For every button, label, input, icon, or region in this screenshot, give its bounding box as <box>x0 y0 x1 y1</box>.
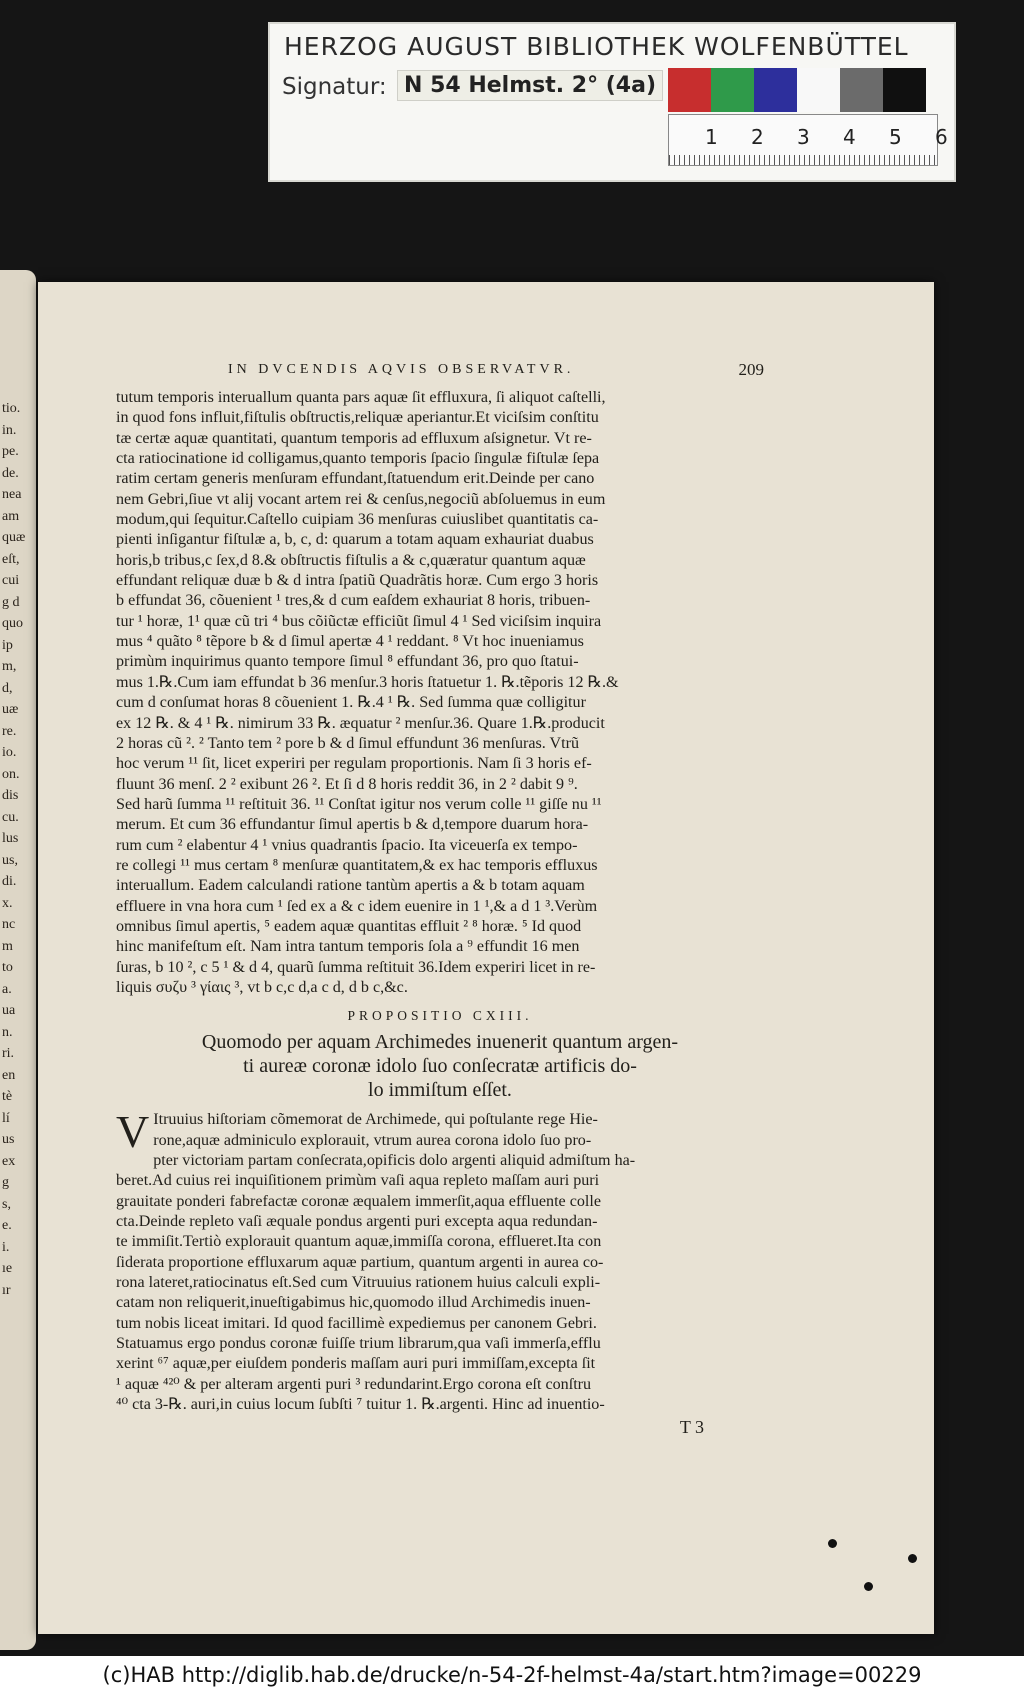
proposition-title <box>116 1030 764 1102</box>
running-head-title: IN DVCENDIS AQVIS OBSERVATVR. <box>228 362 575 377</box>
text-line: rone,aquæ adminiculo explorauit, vtrum aurea corona idolo ſuo pro- <box>153 1131 592 1149</box>
text-line: fluunt 36 menſ. 2 ² exibunt 26 ². Et ſi d 8 horis reddit 36, in 2 ² dabit 9 ⁹. <box>116 775 578 793</box>
previous-page-margin-text: tio. in. pe. de. nea am quæ eſt, cui g d quo ip m, d, uæ re. io. on. dis cu. lus us, di. x. nc m to a. ua n. ri. en tè lí us ex g s, e. i. ıe ır <box>2 401 26 1298</box>
text-line: modum,qui ſequitur.Caſtello cuipiam 36 menſuras cuiuslibet quantitatis ca- <box>116 511 599 529</box>
running-head <box>116 362 764 386</box>
ruler-number: 2 <box>751 125 764 149</box>
paragraph-1 <box>116 388 764 998</box>
text-line: ratim certam generis menſuram effundant,ſtatuendum erit.Deinde per cano <box>116 470 595 488</box>
text-line: effluere in vna hora cum ¹ ſed ex a & c idem euenire in 1 ¹,& a d 1 ³.Verùm <box>116 897 598 915</box>
text-line: mus 1.℞.Cum iam effundat b 36 menſur.3 horis ſtatuetur 1. ℞.tẽporis 12 ℞.& <box>116 673 619 691</box>
text-line: b effundat 36, cõuenient ¹ tres,& d cum eaſdem exhauriat 8 horis, tribuen- <box>116 592 591 610</box>
text-line: cta ratiocinatione id colligamus,quanto temporis ſpacio ſingulæ fiſtulæ ſepa <box>116 450 600 468</box>
color-swatch <box>668 68 711 112</box>
text-line: ex 12 ℞. & 4 ¹ ℞. nimirum 33 ℞. æquatur ² menſur.36. Quare 1.℞.producit <box>116 714 605 732</box>
library-label-card <box>268 22 956 182</box>
text-line: nem Gebri,ſiue vt alij vocant artem rei & cenſus,negociũ abſoluemus in eum <box>116 490 606 508</box>
text-line: Itruuius hiſtoriam cõmemorat de Archimede, qui poſtulante rege Hie- <box>153 1111 598 1129</box>
color-swatch <box>797 68 840 112</box>
previous-page-edge <box>0 270 36 1650</box>
signature-value: N 54 Helmst. 2° (4a) <box>397 70 663 101</box>
text-line: re collegi ¹¹ mus certam ⁸ menſuræ quantitatem,& ex hac temporis effluxus <box>116 856 598 874</box>
text-line: ſiderata proportione effluxarum aquæ partium, quantum argenti in aurea co- <box>116 1253 604 1271</box>
text-line: omnibus ſimul apertis, ⁵ eadem aquæ quantitas effluit ² ⁸ horæ. ⁵ Id quod <box>116 917 582 935</box>
color-swatch <box>840 68 883 112</box>
text-line: ſuras, b 10 ², c 5 ¹ & d 4, quarũ ſumma reſtituit 36.Idem experiri licet in re- <box>116 958 596 976</box>
text-line: beret.Ad cuius rei inquiſitionem primùm vaſi aqua repleto maſſam auri puri <box>116 1172 600 1190</box>
footer-bar <box>0 1656 1024 1694</box>
signature-label: Signatur: <box>282 74 387 100</box>
text-line: mus ⁴ quãto ⁸ tẽpore b & d ſimul apertæ 4 ¹ reddant. ⁸ Vt hoc inueniamus <box>116 633 584 651</box>
text-line: merum. Et cum 36 effundantur ſimul apertis b & d,tempore duarum hora- <box>116 816 589 834</box>
text-line: grauitate ponderi fabrefactæ coronæ æqualem immerſit,aqua effluente colle <box>116 1192 602 1210</box>
title-line: lo immiſtum eſſet. <box>368 1079 512 1102</box>
color-swatch <box>754 68 797 112</box>
title-line: Quomodo per aquam Archimedes inuenerit quantum argen- <box>201 1031 679 1054</box>
text-line: catam non reliquerit,inueſtigabimus hic,quomodo illud Archimedis inuen- <box>116 1294 591 1312</box>
text-line: pienti inſigantur fiſtulæ a, b, c, d: quarum a totam aquam exhauriat duabus <box>116 531 594 549</box>
ink-dot <box>908 1554 917 1563</box>
text-line: Sed harũ ſumma ¹¹ reſtituit 36. ¹¹ Conſtat igitur nos verum colle ¹¹ giſſe nu ¹¹ <box>116 795 602 813</box>
ruler-number: 6 <box>935 125 948 149</box>
text-line: cta.Deinde repleto vaſi æquale pondus argenti puri excepta aqua redundan- <box>116 1213 598 1231</box>
text-line: Statuamus ergo pondus coronæ fuiſſe trium librarum,qua vaſi immerſa,efflu <box>116 1335 601 1353</box>
text-line: interuallum. Eadem calculandi ratione tantùm apertis a & b totam aquam <box>116 877 585 895</box>
ruler-number: 5 <box>889 125 902 149</box>
text-line: tur ¹ horæ, 1¹ quæ cũ tri ⁴ bus cõiũctæ efficiũt ſimul 4 ¹ Sed viciſsim inquira <box>116 612 602 630</box>
title-line: ti aureæ coronæ idolo ſuo conſecratæ artificis do- <box>243 1055 637 1078</box>
paragraph-2 <box>116 1106 764 1415</box>
ink-dot <box>864 1582 873 1591</box>
text-line: horis,b tribus,c ſex,d 8.& obſtructis fiſtulis a & c,quæratur quantum aquæ <box>116 551 586 569</box>
text-line: pter victoriam partam conſecrata,opificis dolo argenti aliquid admiſtum ha- <box>153 1152 636 1169</box>
book-page <box>38 282 934 1634</box>
library-name: HERZOG AUGUST BIBLIOTHEK WOLFENBÜTTEL <box>284 32 909 61</box>
text-line: rona lateret,ratiocinatus eſt.Sed cum Vitruuius rationem huius calculi expli- <box>116 1274 601 1292</box>
drop-cap: V <box>116 1106 150 1158</box>
text-block <box>116 362 764 1438</box>
text-line: 2 horas cũ ². ² Tanto tem ² pore b & d ſimul effundunt 36 menſuras. Vtrũ <box>116 734 580 752</box>
text-line: xerint ⁶⁷ aquæ,per eiuſdem ponderis maſſam auri puri immiſſam,excepta ſit <box>116 1355 596 1373</box>
ink-dot <box>828 1539 837 1548</box>
color-swatch <box>883 68 926 112</box>
text-line: primùm inquirimus quanto tempore ſimul ⁸ effundant 36, pro quo ſtatui- <box>116 653 579 671</box>
text-line: rum cum ² elabentur 4 ¹ vnius quadrantis ſpacio. Ita viceuerſa ex tempo- <box>116 836 578 854</box>
text-line: hoc verum ¹¹ ſit, licet experiri per regulam proportionis. Nam ſi 3 horis ef- <box>116 755 592 773</box>
ruler-number: 3 <box>797 125 810 149</box>
color-calibration-chart <box>668 68 926 112</box>
proposition-number: PROPOSITIO CXIII. <box>347 1008 533 1024</box>
footer-url: (c)HAB http://diglib.hab.de/drucke/n-54-2f-helmst-4a/start.htm?image=00229 <box>102 1663 922 1687</box>
text-line: cum d conſumat horas 8 cõuenient 1. ℞.4 ¹ ℞. Sed ſumma quæ colligitur <box>116 694 586 712</box>
text-line: tutum temporis interuallum quanta pars aquæ ſit effluxura, ſi aliquot caſtelli, <box>116 389 606 406</box>
color-swatch <box>711 68 754 112</box>
text-line: liquis συζυ ³ γίαις ³, vt b c,c d,a c d, d b c,&c. <box>116 978 408 996</box>
text-line: ⁴⁰ cta 3-℞. auri,in cuius locum ſubſti ⁷ tuitur 1. ℞.argenti. Hinc ad inuentio- <box>116 1396 605 1414</box>
text-line: tæ certæ aquæ quantitati, quantum temporis ad effluxum aſsignetur. Vt re- <box>116 429 592 447</box>
scale-ruler <box>668 114 948 166</box>
text-line: in quod fons influit,fiſtulis obſtructis,reliquæ aperiantur.Et viciſsim conſtitu <box>116 409 599 427</box>
text-line: tum nobis liceat imitari. Id quod facillimè expediemus per canonem Gebri. <box>116 1314 597 1332</box>
signature-mark: T 3 <box>679 1417 704 1438</box>
text-line: ¹ aquæ ⁴²⁰ & per alteram argenti puri ³ redundarint.Ergo corona eſt conſtru <box>116 1375 592 1393</box>
text-line: effundant reliquæ duæ b & d intra ſpatiũ Quadrãtis horæ. Cum ergo 3 horis <box>116 572 599 590</box>
ruler-number: 4 <box>843 125 856 149</box>
text-line: te immiſit.Tertiò explorauit quantum aquæ,immiſſa corona, efflueret.Ita con <box>116 1233 602 1251</box>
ruler-number: 1 <box>705 125 718 149</box>
page-number: 209 <box>738 360 764 379</box>
text-line: hinc manifeſtum eſt. Nam intra tantum temporis ſola a ⁹ effundit 16 men <box>116 938 580 956</box>
